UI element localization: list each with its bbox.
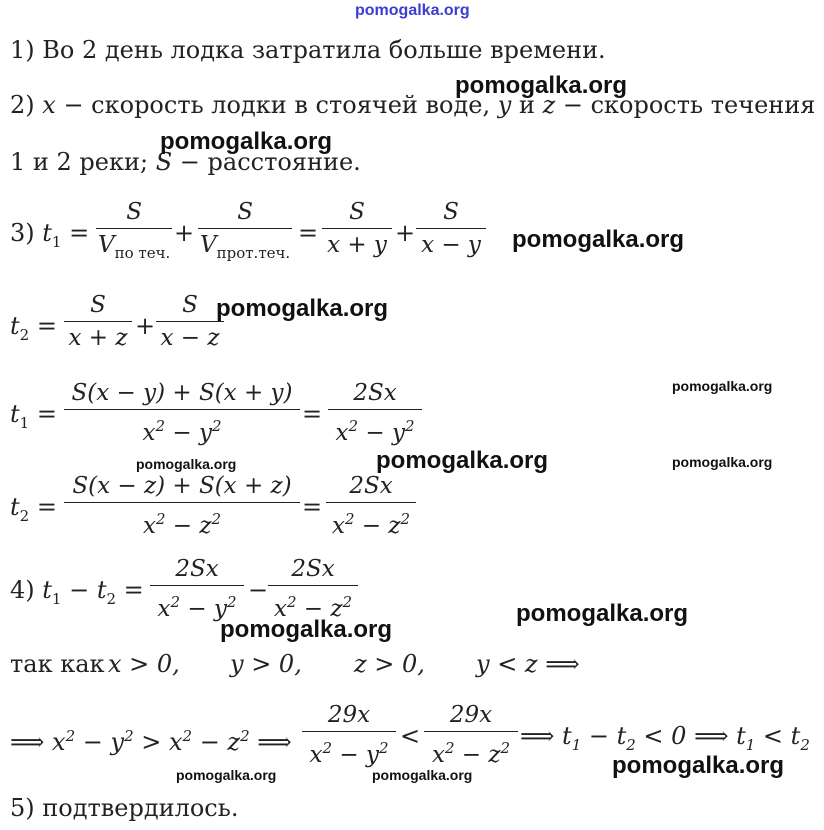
- step4-frac-2-den-sup2: 2: [342, 593, 353, 611]
- step4-t1: t: [42, 576, 52, 604]
- t2-frac-1: [64, 292, 132, 351]
- step4-frac-1-den-sup2: 2: [226, 593, 237, 611]
- t2b-frac-2: [326, 473, 416, 539]
- t1b-frac-2-den-b: − y: [358, 420, 405, 446]
- chain-frac-2-num: 29x: [449, 702, 493, 728]
- t2b-frac-2-num: 2Sx: [349, 473, 393, 499]
- chain-c: − z: [192, 728, 241, 756]
- chain-start: ⟹ x: [10, 728, 66, 756]
- step3-t: t: [42, 219, 52, 247]
- statement-2: [10, 91, 815, 119]
- fraction-bar: [64, 502, 300, 503]
- t1b-frac-2: [328, 380, 422, 446]
- step3-plus: +: [174, 219, 195, 247]
- watermark: pomogalka.org: [376, 447, 549, 474]
- var-z: z: [542, 91, 556, 119]
- t2b-eq2: =: [302, 493, 323, 521]
- chain-frac-2-den-a: x: [431, 742, 445, 768]
- t2b-frac-1-den-sup2: 2: [211, 510, 222, 528]
- t1b-lhs: [10, 400, 57, 437]
- step3-frac-1-den: V: [98, 232, 115, 258]
- chain-frac-2-den-sup2: 2: [500, 739, 511, 757]
- chain-g: < 0 ⟹ t: [635, 722, 746, 750]
- t2-frac-2: [156, 292, 224, 351]
- step3-frac-3-den: x + y: [327, 232, 387, 258]
- step4-sub1: 1: [51, 590, 62, 608]
- t2b-lhs: [10, 493, 57, 530]
- fraction-bar: [268, 585, 358, 586]
- step4-frac-2: [268, 556, 358, 622]
- t2-sub: 2: [19, 326, 30, 344]
- t1b-t: t: [10, 400, 20, 428]
- t2b-eq: =: [29, 493, 57, 521]
- chain-frac-1: [302, 702, 396, 768]
- since-cond-yz: y < z ⟹: [476, 650, 580, 678]
- step3-frac-1-num: S: [126, 199, 143, 225]
- chain-a: − y: [75, 728, 125, 756]
- fraction-bar: [322, 228, 392, 229]
- t2b-frac-1-num: S(x − z) + S(x + z): [72, 473, 292, 499]
- step4-sub2: 2: [106, 590, 117, 608]
- step3-frac-2: [198, 199, 292, 266]
- step4-minus2: −: [248, 576, 269, 604]
- t1b-frac-1: [64, 380, 300, 446]
- chain-lt: <: [400, 722, 421, 750]
- step4-frac-2-den-sup: 2: [286, 593, 297, 611]
- statement-5: 5) подтвердилось.: [10, 794, 239, 822]
- statement-3-rest: − расстояние.: [172, 148, 361, 176]
- chain-e: ⟹ t: [520, 722, 572, 750]
- t2b-t: t: [10, 493, 20, 521]
- step4-frac-1-den-b: − y: [180, 596, 227, 622]
- watermark: pomogalka.org: [612, 752, 785, 779]
- step4-frac-2-den-b: − z: [296, 596, 343, 622]
- t1b-eq2: =: [302, 400, 323, 428]
- fraction-bar: [96, 228, 172, 229]
- t1b-frac-2-num: 2Sx: [353, 380, 397, 406]
- t2b-frac-1: [64, 473, 300, 539]
- step4-frac-1-den-a: x: [157, 596, 171, 622]
- since-cond-z: z > 0,: [354, 650, 425, 678]
- since-text: так как: [10, 650, 105, 678]
- t2b-frac-2-den-a: x: [331, 513, 345, 539]
- chain-s3: 1: [745, 736, 756, 754]
- t2-frac-2-num: S: [182, 292, 198, 318]
- fraction-bar: [156, 321, 224, 322]
- chain-f: − t: [581, 722, 627, 750]
- fraction-bar: [302, 731, 396, 732]
- step3-eq: =: [61, 219, 90, 247]
- statement-2-mid2: − скорость течения: [555, 91, 816, 119]
- t1b-sub: 1: [19, 414, 30, 432]
- watermark: pomogalka.org: [672, 378, 773, 394]
- t2b-frac-1-den-a: x: [142, 513, 156, 539]
- fraction-bar: [64, 321, 132, 322]
- var-S: S: [155, 148, 173, 176]
- step4-t2: t: [96, 576, 107, 604]
- chain-frac-1-den-sup: 2: [322, 739, 333, 757]
- statement-2-and: и: [511, 91, 543, 119]
- t2-eq: =: [29, 312, 57, 340]
- t2b-frac-2-den-b: − z: [354, 513, 401, 539]
- statement-3-prefix: 1 и 2 реки;: [10, 148, 156, 176]
- step4-frac-1-den-sup: 2: [170, 593, 181, 611]
- chain-frac-1-den-a: x: [309, 742, 323, 768]
- t1b-eq: =: [29, 400, 57, 428]
- t2b-frac-2-den-sup: 2: [344, 510, 355, 528]
- step3-frac-1-den-sub: по теч.: [114, 244, 171, 262]
- step4-lhs: [10, 576, 144, 613]
- t2-t: t: [10, 312, 20, 340]
- t2b-frac-2-den-sup2: 2: [400, 510, 411, 528]
- t1b-frac-2-den-sup: 2: [348, 417, 359, 435]
- chain-frac-2-den-sup: 2: [444, 739, 455, 757]
- chain-sup2: 2: [124, 727, 134, 745]
- t1b-frac-2-den-sup2: 2: [404, 417, 415, 435]
- since-cond-y: y > 0,: [230, 650, 302, 678]
- watermark: pomogalka.org: [455, 72, 628, 99]
- step3-frac-4: [416, 199, 486, 258]
- watermark: pomogalka.org: [516, 600, 689, 627]
- t2-frac-1-den: x + z: [68, 325, 128, 351]
- chain-s2: 2: [626, 736, 636, 754]
- step3-frac-2-den-sub: прот.теч.: [216, 244, 291, 262]
- chain-lhs: [10, 722, 292, 756]
- fraction-bar: [328, 409, 422, 410]
- t2-lhs: [10, 312, 57, 349]
- watermark: pomogalka.org: [372, 767, 473, 783]
- watermark: pomogalka.org: [220, 616, 393, 643]
- chain-frac-1-den-sup2: 2: [378, 739, 389, 757]
- chain-frac-1-den-b: − y: [332, 742, 379, 768]
- watermark-top: pomogalka.org: [355, 2, 470, 19]
- chain-frac-1-num: 29x: [327, 702, 371, 728]
- chain-b: > x: [133, 728, 183, 756]
- t2-frac-2-den: x − z: [160, 325, 220, 351]
- step4-frac-2-num: 2Sx: [291, 556, 335, 582]
- step3-frac-4-num: S: [443, 199, 459, 225]
- var-x: x: [42, 91, 56, 119]
- chain-d: ⟹: [249, 728, 292, 756]
- fraction-bar: [150, 585, 244, 586]
- fraction-bar: [416, 228, 486, 229]
- step4-minus: −: [61, 576, 97, 604]
- fraction-bar: [326, 502, 416, 503]
- step3-label: 3): [10, 219, 43, 247]
- watermark: pomogalka.org: [672, 454, 773, 470]
- fraction-bar: [198, 228, 292, 229]
- watermark: pomogalka.org: [176, 767, 277, 783]
- watermark: pomogalka.org: [216, 295, 389, 322]
- t2b-sub: 2: [19, 507, 30, 525]
- t1b-frac-1-num: S(x − y) + S(x + y): [71, 380, 293, 406]
- step4-eq: =: [116, 576, 144, 604]
- step3-frac-1: [96, 199, 172, 266]
- step3-plus2: +: [395, 219, 416, 247]
- watermark: pomogalka.org: [136, 456, 237, 472]
- t1b-frac-2-den-a: x: [335, 420, 349, 446]
- chain-s1: 1: [571, 736, 582, 754]
- step3-frac-3: [322, 199, 392, 258]
- chain-frac-2: [424, 702, 518, 768]
- step4-frac-1: [150, 556, 244, 622]
- fraction-bar: [424, 731, 518, 732]
- step3-frac-2-num: S: [237, 199, 253, 225]
- t2b-frac-1-den-sup: 2: [155, 510, 166, 528]
- step3-t-sub: 1: [51, 233, 62, 251]
- chain-sup4: 2: [240, 727, 250, 745]
- t1b-frac-1-den-sup: 2: [155, 417, 166, 435]
- t1b-frac-1-den-a: x: [142, 420, 156, 446]
- step4-label: 4): [10, 576, 43, 604]
- t2-frac-1-num: S: [90, 292, 106, 318]
- t2b-frac-1-den-b: − z: [165, 513, 212, 539]
- chain-sup3: 2: [182, 727, 193, 745]
- statement-2-prefix: 2): [10, 91, 43, 119]
- step3-frac-2-den: V: [200, 232, 217, 258]
- chain-s4: 2: [800, 736, 810, 754]
- chain-sup1: 2: [65, 727, 76, 745]
- watermark: pomogalka.org: [160, 128, 333, 155]
- t1b-frac-1-den-sup2: 2: [211, 417, 222, 435]
- t1b-frac-1-den-b: − y: [165, 420, 212, 446]
- step4-frac-1-num: 2Sx: [175, 556, 219, 582]
- var-y: y: [497, 91, 512, 119]
- statement-1: 1) Во 2 день лодка затратила больше времени.: [10, 36, 606, 64]
- step4-frac-2-den-a: x: [273, 596, 287, 622]
- chain-h: < t: [755, 722, 801, 750]
- chain-frac-2-den-b: − z: [454, 742, 501, 768]
- step3-frac-4-den: x − y: [421, 232, 481, 258]
- since-cond-x: x > 0,: [108, 650, 180, 678]
- fraction-bar: [64, 409, 300, 410]
- statement-2-mid1: − скорость лодки в стоячей воде,: [55, 91, 498, 119]
- step3-eq2: =: [298, 219, 319, 247]
- step3-lhs: [10, 219, 89, 256]
- step3-frac-3-num: S: [349, 199, 365, 225]
- watermark: pomogalka.org: [512, 226, 685, 253]
- t2-plus: +: [135, 312, 156, 340]
